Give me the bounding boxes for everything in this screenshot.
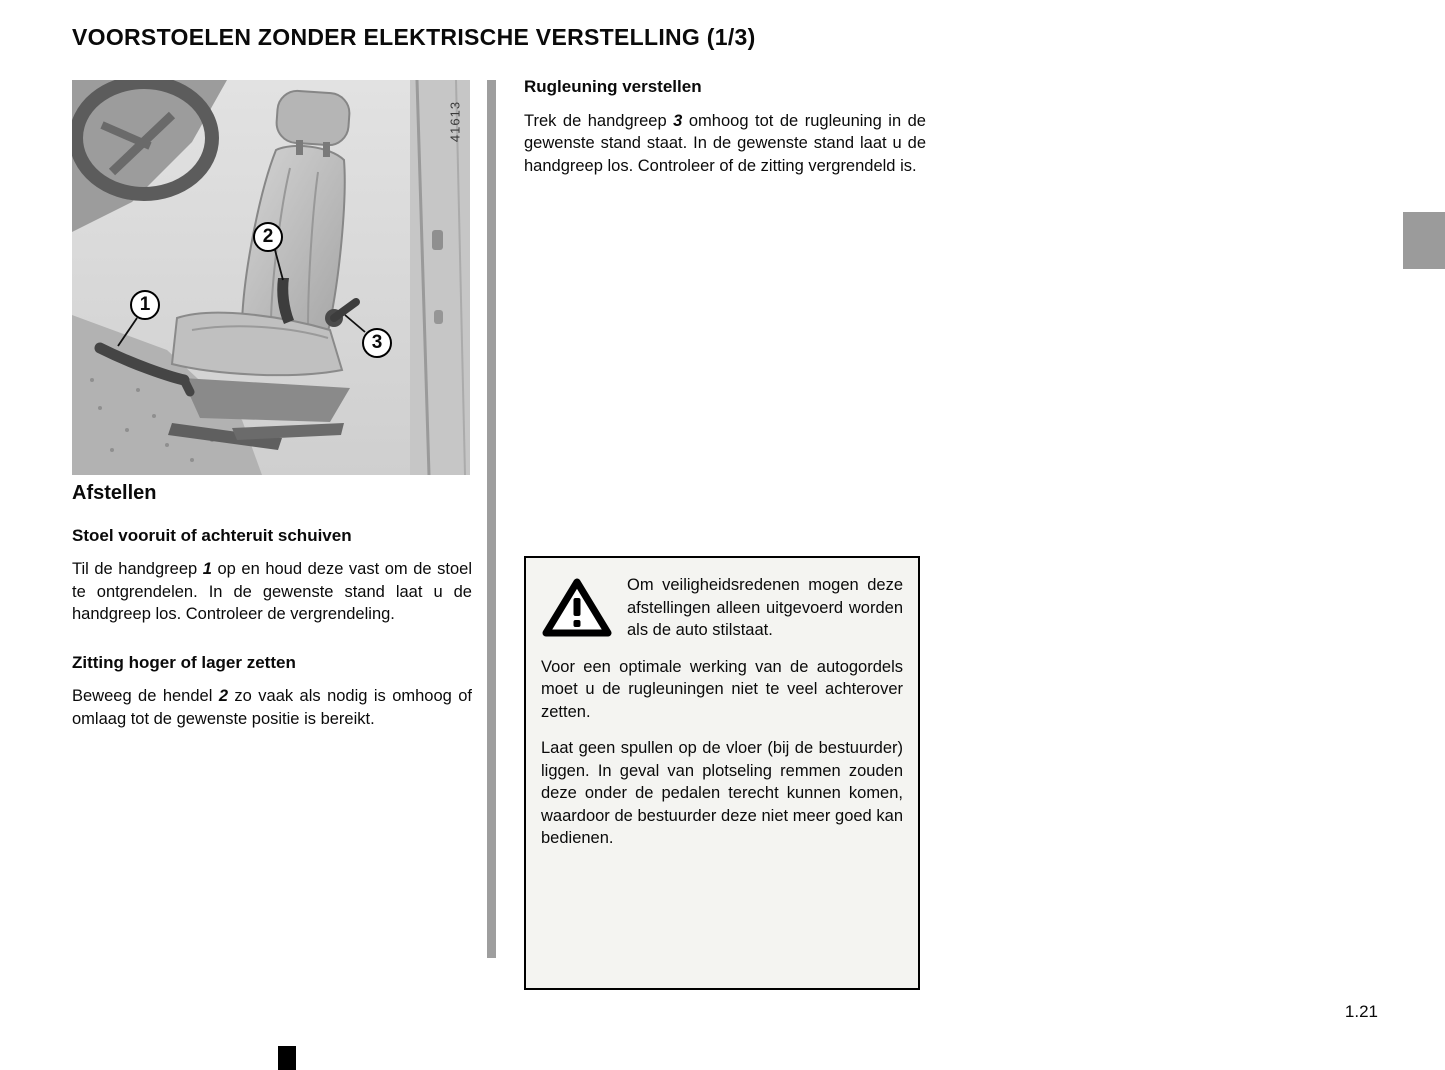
paragraph-rugleuning	[524, 110, 926, 178]
sub-heading-zitting-hoogte: Zitting hoger of lager zetten	[72, 652, 296, 672]
paragraph-zitting-hoogte	[72, 685, 472, 730]
left-column	[72, 482, 472, 756]
handle-number: 2	[218, 687, 228, 705]
seat-figure	[72, 80, 470, 475]
seat-illustration	[72, 80, 470, 475]
text: Til de handgreep	[72, 560, 203, 578]
text: Beweeg de hendel	[72, 687, 219, 705]
figure-id-label: 41613	[447, 100, 463, 143]
warning-paragraph-3: Laat geen spullen op de vloer (bij de bestuurder) liggen. In geval van plotseling remmen zouden deze onder de pedalen terecht kunnen komen, waardoor de bestuurder deze niet meer goed kan bedienen.	[541, 739, 903, 847]
section-edge-tab	[1403, 212, 1445, 269]
page-number: 1.21	[1344, 1002, 1378, 1021]
callout-2: 2	[253, 222, 283, 252]
warning-paragraph-1	[541, 574, 903, 642]
callout-3: 3	[362, 328, 392, 358]
warning-paragraph-2: Voor een optimale werking van de autogordels moet u de rugleuningen niet te veel achterover zetten.	[541, 657, 903, 721]
warning-triangle-icon	[541, 576, 613, 640]
callout-1: 1	[130, 290, 160, 320]
print-registration-marker	[278, 1046, 296, 1070]
text: omhoog tot de rugleuning in de gewenste stand staat. In de gewenste stand laat u de handgreep los. Controleer of de zitting vergrendeld is.	[524, 111, 926, 175]
right-column	[524, 76, 926, 203]
sub-heading-stoel-schuiven: Stoel vooruit of achteruit schuiven	[72, 525, 352, 545]
paragraph-stoel-schuiven	[72, 558, 472, 626]
handle-number: 1	[202, 560, 212, 578]
warning-box	[524, 556, 920, 990]
column-divider	[487, 80, 496, 958]
text: op en houd deze vast om de stoel te ontgrendelen. In de gewenste stand laat u de handgreep los. Controleer de vergrendeling.	[72, 560, 472, 623]
handle-number: 3	[673, 111, 683, 130]
text: Trek de handgreep	[524, 111, 674, 130]
text: zo vaak als nodig is omhoog of omlaag tot de gewenste positie is bereikt.	[72, 687, 473, 728]
section-heading-afstellen: Afstellen	[72, 482, 157, 504]
page-title: VOORSTOELEN ZONDER ELEKTRISCHE VERSTELLING (1/3)	[72, 24, 756, 50]
sub-heading-rugleuning: Rugleuning verstellen	[524, 77, 702, 96]
text: Om veiligheidsredenen mogen deze afstellingen alleen uitgevoerd worden als de auto stilstaat.	[627, 576, 903, 639]
